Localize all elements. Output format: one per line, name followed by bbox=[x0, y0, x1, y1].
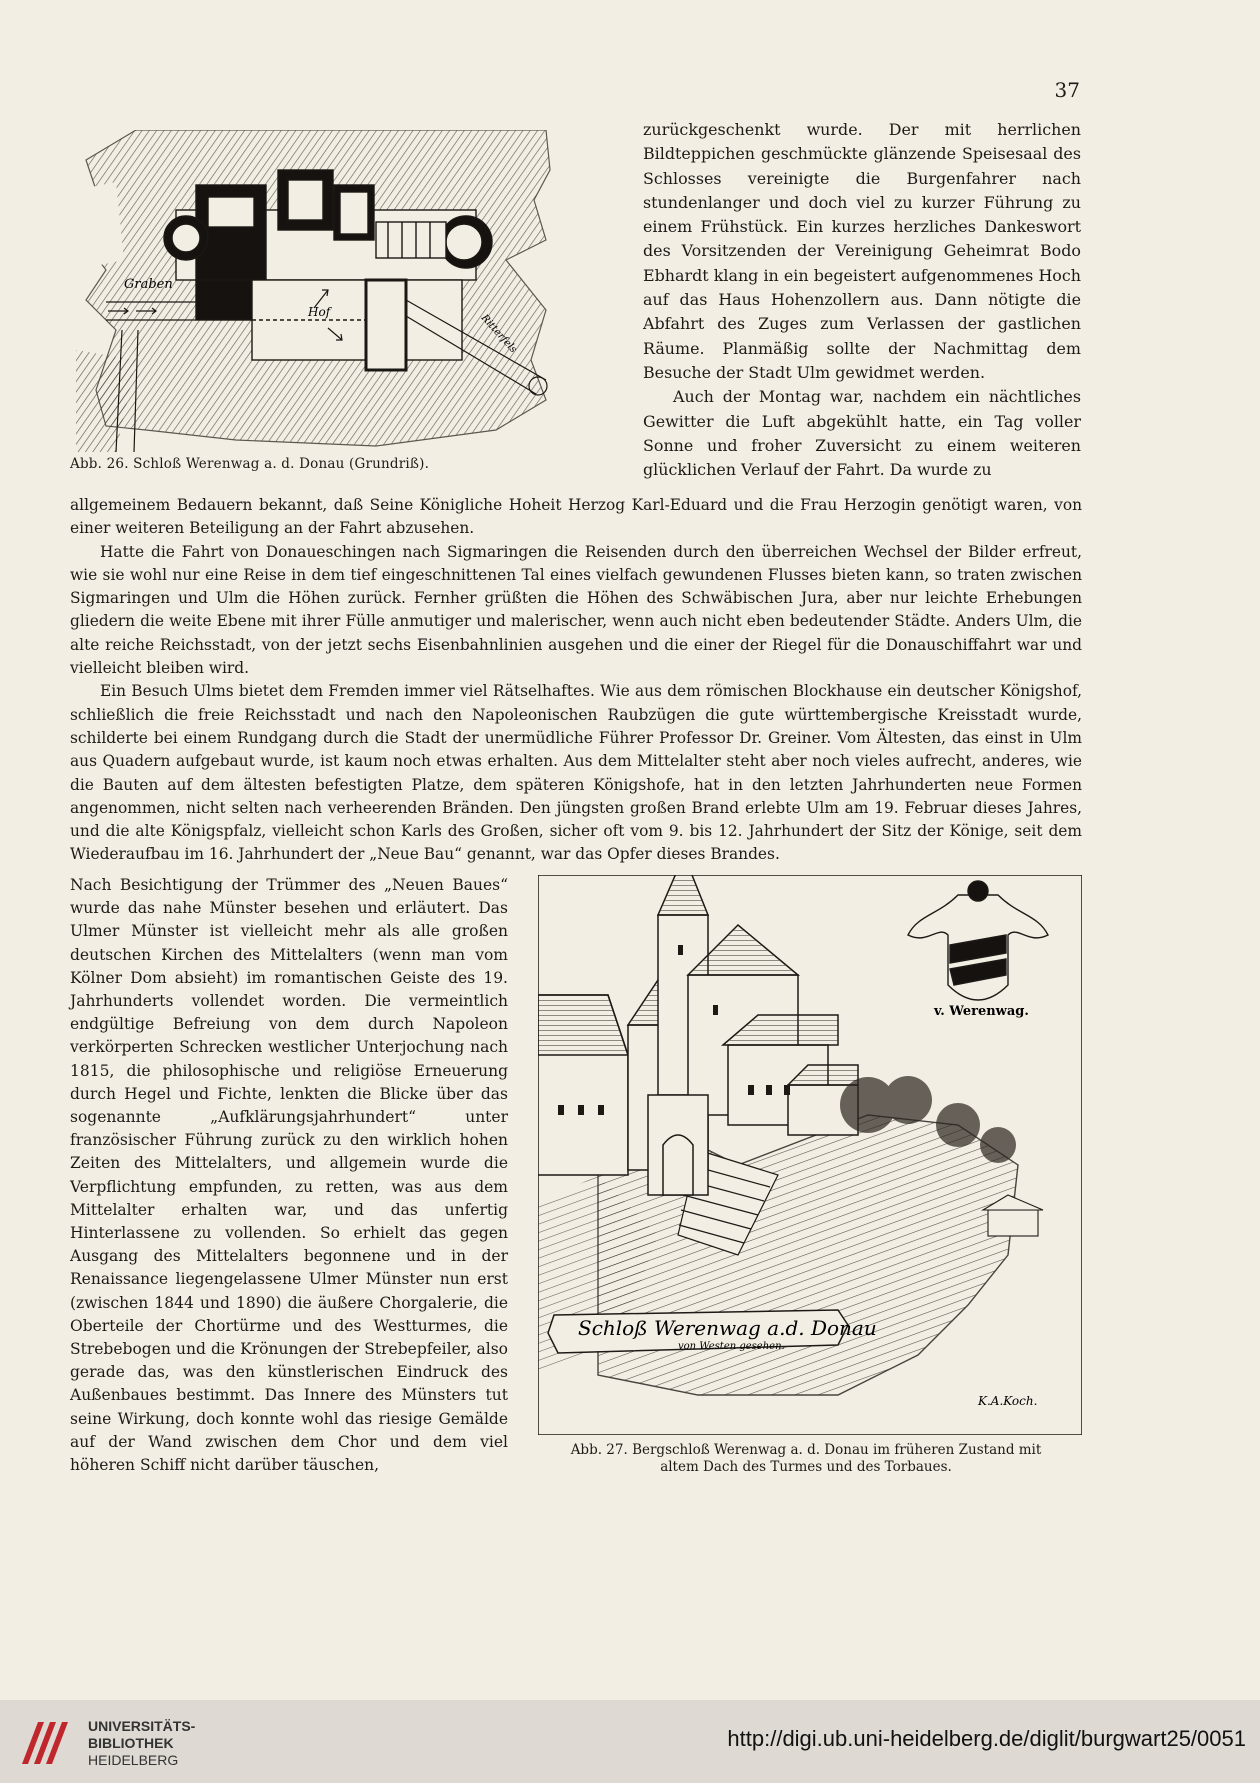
library-name bbox=[88, 1718, 195, 1769]
figure-27-caption bbox=[530, 1442, 1082, 1476]
paragraph: Hatte die Fahrt von Donaueschingen nach Sigmaringen die Reisenden durch den überreichen Wechsel der Bilder erfreut, wie sie wohl nur eine Reise in dem tief eingeschnittenen Tal eines vielfach gewundenen Flusses bieten kann, so traten zwischen Sigmaringen und Ulm die Höhen zurück. Fernher grüßten die Höhen des Schwäbischen Jura, aber nur leichte Erhebungen gliedern die weite Ebene mit ihrer Fülle anmutiger und malerischer, wenn auch nicht eben bedeutender Städte. Anders Ulm, die alte reiche Reichsstadt, von der jetzt sechs Eisenbahnlinien ausgehen und die einer der Riegel für die Donauschiffahrt war und vielleicht bleiben wird. bbox=[70, 542, 1082, 678]
coat-of-arms-label: v. Werenwag. bbox=[934, 1004, 1029, 1019]
full-width-text bbox=[70, 494, 1082, 867]
caption-line: Abb. 27. Bergschloß Werenwag a. d. Donau im früheren Zustand mit bbox=[570, 1442, 1042, 1458]
figure-27-castle-drawing bbox=[538, 875, 1082, 1435]
paragraph: allgemeinem Bedauern bekannt, daß Seine Königliche Hoheit Herzog Karl-Eduard und die Frau Herzogin genötigt waren, von einer weiteren Beteiligung an der Fahrt abzusehen. bbox=[70, 496, 1082, 538]
paragraph: Ein Besuch Ulms bietet dem Fremden immer viel Rätselhaftes. Wie aus dem römischen Blockhause ein deutscher Königshof, schließlich die freie Reichsstadt und nach den Napoleonischen Raubzügen die gute württembergische Kreisstadt wurde, schilderte bei einem Rundgang durch die Stadt der unermüdliche Führer Professor Dr. Greiner. Vom Ältesten, das einst in Ulm aus Quadern aufgebaut wurde, ist kaum noch etwas erhalten. Aus dem Mittelalter steht aber noch vieles aufrecht, anderes, wie die Bauten auf dem ältesten befestigten Platze, dem späteren Königshofe, hat in den letzten Jahrhunderten neue Formen angenommen, nicht selten nach verheerenden Bränden. Den jüngsten großen Brand erlebte Ulm am 19. Februar dieses Jahres, und die alte Königspfalz, vielleicht schon Karls des Großen, sicher oft vom 9. bis 12. Jahrhundert der Sitz der Könige, seit dem Wiederaufbau im 16. Jahrhundert der „Neue Bau“ genannt, war das Opfer dieses Brandes. bbox=[70, 682, 1082, 864]
label-hof: Hof bbox=[308, 305, 331, 319]
figure-26-caption: Abb. 26. Schloß Werenwag a. d. Donau (Grundriß). bbox=[70, 456, 430, 472]
caption-line: altem Dach des Turmes und des Torbaues. bbox=[660, 1459, 952, 1475]
library-line: HEIDELBERG bbox=[88, 1752, 179, 1768]
ground-plan-drawing bbox=[76, 130, 556, 452]
university-library-logo-icon bbox=[12, 1714, 72, 1770]
banner-title: Schloß Werenwag a.d. Donau bbox=[578, 1316, 877, 1340]
left-column-text bbox=[70, 874, 508, 1477]
figure-26-ground-plan bbox=[76, 130, 556, 452]
library-line: BIBLIOTHEK bbox=[88, 1735, 174, 1751]
paragraph: Nach Besichtigung der Trümmer des „Neuen Baues“ wurde das nahe Münster besehen und erläutert. Das Ulmer Münster ist vielleicht mehr als alle großen deutschen Kirchen des Mittelalters (wenn man vom Kölner Dom absieht) im romantischen Geiste des 19. Jahrhunderts vollendet worden. Die vermeintlich endgültige Befreiung von dem durch Napoleon verkörperten Schrecken westlicher Unterjochung nach 1815, die philosophische und religiöse Erneuerung durch Hegel und Fichte, lenkten die Blicke über das sogenannte „Aufklärungsjahrhundert“ unter französischer Führung zurück zu den wirklich hohen Zeiten des Mittelalters, und allgemein wurde die Verpflichtung empfunden, zu retten, was aus dem Mittelalter erhalten war, und das unfertig Hinterlassene zu vollenden. So erhielt das gegen Ausgang des Mittelalters begonnene und in der Renaissance liegengelassene Ulmer Münster nun erst (zwischen 1844 und 1890) die äußere Chorgalerie, die Oberteile der Chortürme und des Westturmes, die Strebebogen und die Krönungen der Strebepfeiler, also gerade das, was den künstlerischen Eindruck des Außenbaues bestimmt. Das Innere des Münsters tut seine Wirkung, doch konnte wohl das riesige Gemälde auf der Wand zwischen dem Chor und dem viel höheren Schiff nicht darüber täuschen, bbox=[70, 876, 508, 1475]
banner-subtitle: von Westen gesehen. bbox=[678, 1341, 785, 1352]
paragraph: Auch der Montag war, nachdem ein nächtliches Gewitter die Luft abgekühlt hatte, ein Tag voller Sonne und froher Zuversicht zu einem weiteren glücklichen Verlauf der Fahrt. Da wurde zu bbox=[643, 387, 1081, 480]
page-number: 37 bbox=[1054, 78, 1080, 102]
paragraph: zurückgeschenkt wurde. Der mit herrlichen Bildteppichen geschmückte glänzende Speisesaal des Schlosses vereinigte die Burgenfahrer nach stundenlanger und doch viel zu kurzer Führung zu einem Frühstück. Ein kurzes herzliches Dankeswort des Vorsitzenden der Vereinigung Geheimrat Bodo Ebhardt klang in ein begeistert aufgenommenes Hoch auf das Haus Hohenzollern aus. Dann nötigte die Abfahrt des Zuges zum Verlassen der gastlichen Räume. Planmäßig sollte der Nachmittag dem Besuche der Stadt Ulm gewidmet werden. bbox=[643, 120, 1081, 382]
library-footer bbox=[0, 1700, 1260, 1783]
artist-signature: K.A.Koch. bbox=[978, 1394, 1038, 1408]
castle-illustration bbox=[538, 875, 1082, 1435]
right-column-text bbox=[643, 118, 1081, 482]
source-url-link[interactable]: http://digi.ub.uni-heidelberg.de/diglit/burgwart25/0051 bbox=[727, 1726, 1246, 1751]
library-line: UNIVERSITÄTS- bbox=[88, 1718, 196, 1734]
label-ritterfels: Ritterfels bbox=[478, 312, 519, 356]
label-graben: Graben bbox=[124, 277, 173, 292]
